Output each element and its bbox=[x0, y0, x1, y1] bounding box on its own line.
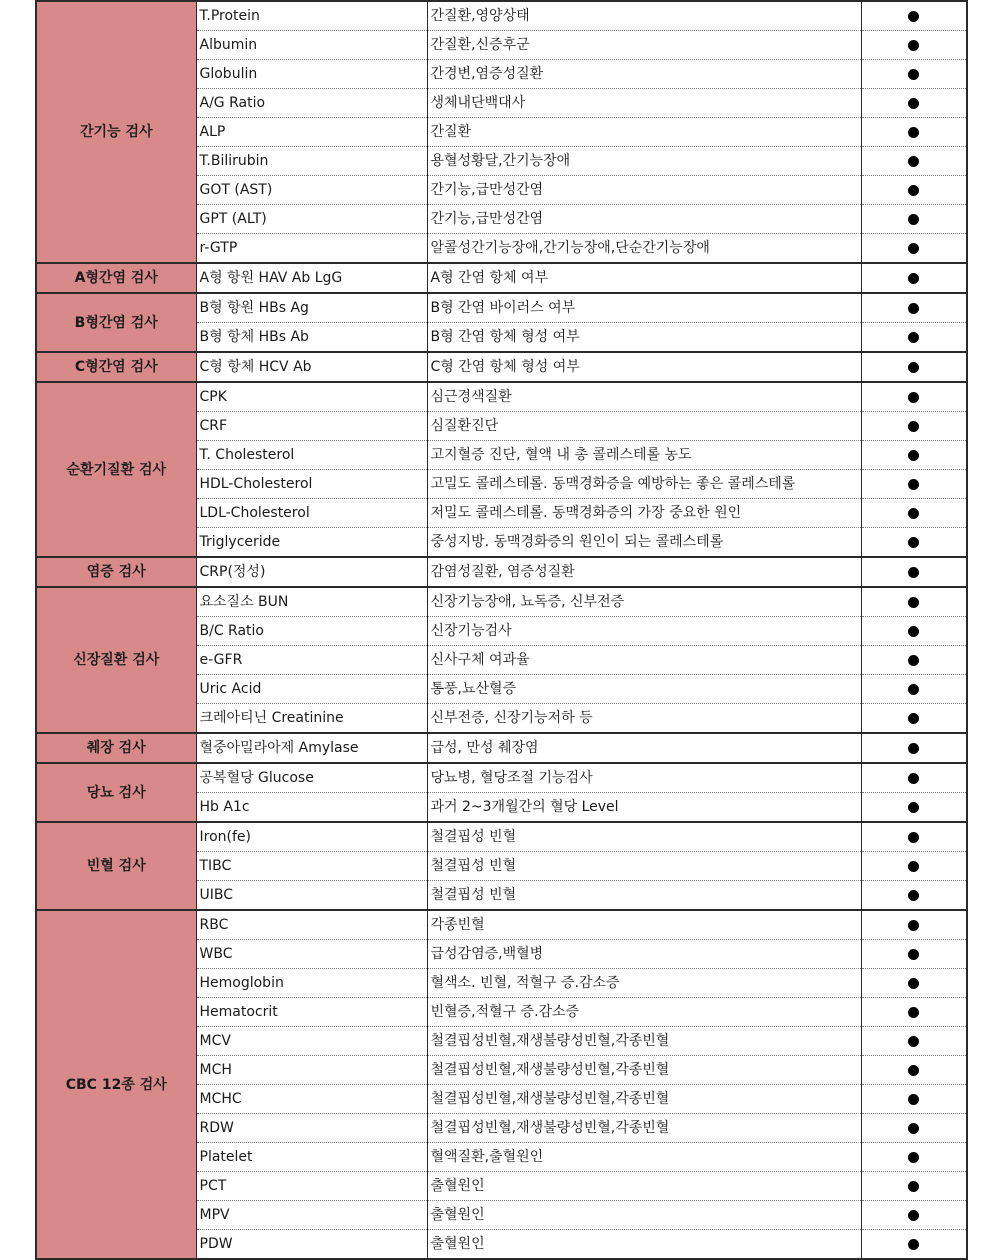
filled-circle-icon bbox=[908, 127, 919, 138]
test-description-cell: 신장기능장애, 뇨독증, 신부전증 bbox=[427, 587, 861, 617]
test-description-cell: 혈색소. 빈혈, 적혈구 증.감소증 bbox=[427, 969, 861, 998]
included-mark-cell bbox=[861, 147, 967, 176]
included-mark-cell bbox=[861, 470, 967, 499]
included-mark-cell bbox=[861, 646, 967, 675]
test-description-cell: 철결핍성빈혈,재생불량성빈혈,각종빈혈 bbox=[427, 1027, 861, 1056]
test-description-cell: 철결핍성 빈혈 bbox=[427, 881, 861, 911]
filled-circle-icon bbox=[908, 861, 919, 872]
test-description-cell: 간질환,영양상태 bbox=[427, 1, 861, 31]
filled-circle-icon bbox=[908, 890, 919, 901]
filled-circle-icon bbox=[908, 185, 919, 196]
included-mark-cell bbox=[861, 323, 967, 353]
test-item-cell: UIBC bbox=[196, 881, 427, 911]
test-item-cell: 공복혈당 Glucose bbox=[196, 763, 427, 793]
filled-circle-icon bbox=[908, 1123, 919, 1134]
category-cell: 췌장 검사 bbox=[36, 733, 196, 763]
included-mark-cell bbox=[861, 998, 967, 1027]
test-item-cell: MCH bbox=[196, 1056, 427, 1085]
test-description-cell: 저밀도 콜레스테롤. 동맥경화증의 가장 중요한 원인 bbox=[427, 499, 861, 528]
exam-table-body bbox=[36, 1, 967, 1259]
test-item-cell: GPT (ALT) bbox=[196, 205, 427, 234]
test-item-cell: MCHC bbox=[196, 1085, 427, 1114]
filled-circle-icon bbox=[908, 479, 919, 490]
test-item-cell: PDW bbox=[196, 1230, 427, 1260]
included-mark-cell bbox=[861, 733, 967, 763]
filled-circle-icon bbox=[908, 450, 919, 461]
test-item-cell: B/C Ratio bbox=[196, 617, 427, 646]
test-item-cell: CPK bbox=[196, 382, 427, 412]
included-mark-cell bbox=[861, 1027, 967, 1056]
test-description-cell: 출혈원인 bbox=[427, 1172, 861, 1201]
test-description-cell: 간기능,급만성간염 bbox=[427, 205, 861, 234]
test-description-cell: B형 간염 항체 형성 여부 bbox=[427, 323, 861, 353]
test-item-cell: MPV bbox=[196, 1201, 427, 1230]
filled-circle-icon bbox=[908, 392, 919, 403]
included-mark-cell bbox=[861, 528, 967, 558]
filled-circle-icon bbox=[908, 743, 919, 754]
included-mark-cell bbox=[861, 1143, 967, 1172]
included-mark-cell bbox=[861, 234, 967, 264]
category-cell: CBC 12종 검사 bbox=[36, 910, 196, 1259]
test-description-cell: 통풍,뇨산혈증 bbox=[427, 675, 861, 704]
test-description-cell: 심질환진단 bbox=[427, 412, 861, 441]
filled-circle-icon bbox=[908, 1094, 919, 1105]
test-item-cell: T.Protein bbox=[196, 1, 427, 31]
included-mark-cell bbox=[861, 1230, 967, 1260]
included-mark-cell bbox=[861, 587, 967, 617]
included-mark-cell bbox=[861, 382, 967, 412]
test-item-cell: Hemoglobin bbox=[196, 969, 427, 998]
test-item-cell: CRP(정성) bbox=[196, 557, 427, 587]
filled-circle-icon bbox=[908, 1210, 919, 1221]
table-row bbox=[36, 382, 967, 412]
included-mark-cell bbox=[861, 89, 967, 118]
filled-circle-icon bbox=[908, 684, 919, 695]
test-item-cell: Hb A1c bbox=[196, 793, 427, 823]
included-mark-cell bbox=[861, 557, 967, 587]
test-description-cell: 신장기능검사 bbox=[427, 617, 861, 646]
test-description-cell: 간경변,염증성질환 bbox=[427, 60, 861, 89]
test-description-cell: 고지혈증 진단, 혈액 내 총 콜레스테롤 농도 bbox=[427, 441, 861, 470]
included-mark-cell bbox=[861, 881, 967, 911]
exam-table bbox=[35, 0, 968, 1260]
included-mark-cell bbox=[861, 441, 967, 470]
test-item-cell: B형 항체 HBs Ab bbox=[196, 323, 427, 353]
category-cell: 순환기질환 검사 bbox=[36, 382, 196, 557]
test-description-cell: C형 간염 항체 형성 여부 bbox=[427, 352, 861, 382]
included-mark-cell bbox=[861, 176, 967, 205]
test-item-cell: 크레아티닌 Creatinine bbox=[196, 704, 427, 734]
test-description-cell: 당뇨병, 혈당조절 기능검사 bbox=[427, 763, 861, 793]
test-description-cell: 출혈원인 bbox=[427, 1201, 861, 1230]
filled-circle-icon bbox=[908, 508, 919, 519]
test-item-cell: GOT (AST) bbox=[196, 176, 427, 205]
table-row bbox=[36, 557, 967, 587]
included-mark-cell bbox=[861, 293, 967, 323]
test-description-cell: A형 간염 항체 여부 bbox=[427, 263, 861, 293]
test-item-cell: HDL-Cholesterol bbox=[196, 470, 427, 499]
test-description-cell: 철결핍성빈혈,재생불량성빈혈,각종빈혈 bbox=[427, 1114, 861, 1143]
test-description-cell: 철결핍성빈혈,재생불량성빈혈,각종빈혈 bbox=[427, 1085, 861, 1114]
test-item-cell: e-GFR bbox=[196, 646, 427, 675]
test-description-cell: 중성지방. 동맥경화증의 원인이 되는 콜레스테롤 bbox=[427, 528, 861, 558]
category-cell: 간기능 검사 bbox=[36, 1, 196, 263]
included-mark-cell bbox=[861, 910, 967, 940]
filled-circle-icon bbox=[908, 243, 919, 254]
filled-circle-icon bbox=[908, 802, 919, 813]
test-description-cell: 급성, 만성 췌장염 bbox=[427, 733, 861, 763]
test-item-cell: Platelet bbox=[196, 1143, 427, 1172]
test-item-cell: Hematocrit bbox=[196, 998, 427, 1027]
category-cell: C형간염 검사 bbox=[36, 352, 196, 382]
included-mark-cell bbox=[861, 118, 967, 147]
filled-circle-icon bbox=[908, 537, 919, 548]
filled-circle-icon bbox=[908, 273, 919, 284]
filled-circle-icon bbox=[908, 597, 919, 608]
test-description-cell: 용혈성황달,간기능장애 bbox=[427, 147, 861, 176]
filled-circle-icon bbox=[908, 567, 919, 578]
table-row bbox=[36, 1, 967, 31]
category-cell: 염증 검사 bbox=[36, 557, 196, 587]
filled-circle-icon bbox=[908, 11, 919, 22]
filled-circle-icon bbox=[908, 156, 919, 167]
test-description-cell: 급성감염증,백혈병 bbox=[427, 940, 861, 969]
included-mark-cell bbox=[861, 969, 967, 998]
test-description-cell: 신부전증, 신장기능저하 등 bbox=[427, 704, 861, 734]
included-mark-cell bbox=[861, 1201, 967, 1230]
included-mark-cell bbox=[861, 31, 967, 60]
filled-circle-icon bbox=[908, 1065, 919, 1076]
category-cell: 당뇨 검사 bbox=[36, 763, 196, 822]
filled-circle-icon bbox=[908, 98, 919, 109]
table-row bbox=[36, 822, 967, 852]
test-item-cell: Albumin bbox=[196, 31, 427, 60]
test-item-cell: WBC bbox=[196, 940, 427, 969]
test-description-cell: 간기능,급만성간염 bbox=[427, 176, 861, 205]
table-row bbox=[36, 352, 967, 382]
table-row bbox=[36, 910, 967, 940]
included-mark-cell bbox=[861, 412, 967, 441]
test-item-cell: Uric Acid bbox=[196, 675, 427, 704]
filled-circle-icon bbox=[908, 214, 919, 225]
exam-sheet bbox=[35, 0, 966, 1260]
test-item-cell: T. Cholesterol bbox=[196, 441, 427, 470]
test-item-cell: TIBC bbox=[196, 852, 427, 881]
test-description-cell: 심근경색질환 bbox=[427, 382, 861, 412]
test-description-cell: 철결핍성 빈혈 bbox=[427, 822, 861, 852]
filled-circle-icon bbox=[908, 1181, 919, 1192]
included-mark-cell bbox=[861, 852, 967, 881]
filled-circle-icon bbox=[908, 713, 919, 724]
test-item-cell: LDL-Cholesterol bbox=[196, 499, 427, 528]
included-mark-cell bbox=[861, 763, 967, 793]
test-item-cell: C형 항체 HCV Ab bbox=[196, 352, 427, 382]
filled-circle-icon bbox=[908, 303, 919, 314]
test-description-cell: 고밀도 콜레스테롤. 동맥경화증을 예방하는 좋은 콜레스테롤 bbox=[427, 470, 861, 499]
test-item-cell: PCT bbox=[196, 1172, 427, 1201]
test-description-cell: 과거 2~3개월간의 혈당 Level bbox=[427, 793, 861, 823]
filled-circle-icon bbox=[908, 626, 919, 637]
filled-circle-icon bbox=[908, 978, 919, 989]
category-cell: A형간염 검사 bbox=[36, 263, 196, 293]
included-mark-cell bbox=[861, 822, 967, 852]
test-description-cell: B형 간염 바이러스 여부 bbox=[427, 293, 861, 323]
category-cell: 신장질환 검사 bbox=[36, 587, 196, 733]
test-item-cell: Globulin bbox=[196, 60, 427, 89]
included-mark-cell bbox=[861, 1172, 967, 1201]
category-cell: 빈혈 검사 bbox=[36, 822, 196, 910]
test-description-cell: 빈혈증,적혈구 증.감소증 bbox=[427, 998, 861, 1027]
test-item-cell: Iron(fe) bbox=[196, 822, 427, 852]
included-mark-cell bbox=[861, 793, 967, 823]
table-row bbox=[36, 263, 967, 293]
filled-circle-icon bbox=[908, 332, 919, 343]
included-mark-cell bbox=[861, 940, 967, 969]
filled-circle-icon bbox=[908, 655, 919, 666]
category-cell: B형간염 검사 bbox=[36, 293, 196, 352]
test-description-cell: 생체내단백대사 bbox=[427, 89, 861, 118]
included-mark-cell bbox=[861, 617, 967, 646]
test-item-cell: A/G Ratio bbox=[196, 89, 427, 118]
test-description-cell: 알콜성간기능장애,간기능장애,단순간기능장애 bbox=[427, 234, 861, 264]
test-item-cell: 혈중아밀라아제 Amylase bbox=[196, 733, 427, 763]
test-item-cell: ALP bbox=[196, 118, 427, 147]
filled-circle-icon bbox=[908, 40, 919, 51]
test-item-cell: MCV bbox=[196, 1027, 427, 1056]
included-mark-cell bbox=[861, 263, 967, 293]
included-mark-cell bbox=[861, 675, 967, 704]
test-description-cell: 간질환,신증후군 bbox=[427, 31, 861, 60]
table-row bbox=[36, 733, 967, 763]
table-row bbox=[36, 587, 967, 617]
included-mark-cell bbox=[861, 499, 967, 528]
test-description-cell: 각종빈혈 bbox=[427, 910, 861, 940]
test-item-cell: B형 항원 HBs Ag bbox=[196, 293, 427, 323]
filled-circle-icon bbox=[908, 949, 919, 960]
test-description-cell: 철결핍성빈혈,재생불량성빈혈,각종빈혈 bbox=[427, 1056, 861, 1085]
filled-circle-icon bbox=[908, 362, 919, 373]
filled-circle-icon bbox=[908, 1007, 919, 1018]
included-mark-cell bbox=[861, 1085, 967, 1114]
test-item-cell: CRF bbox=[196, 412, 427, 441]
test-item-cell: A형 항원 HAV Ab LgG bbox=[196, 263, 427, 293]
filled-circle-icon bbox=[908, 1152, 919, 1163]
test-description-cell: 신사구체 여과율 bbox=[427, 646, 861, 675]
table-row bbox=[36, 763, 967, 793]
included-mark-cell bbox=[861, 1, 967, 31]
filled-circle-icon bbox=[908, 69, 919, 80]
test-description-cell: 철결핍성 빈혈 bbox=[427, 852, 861, 881]
filled-circle-icon bbox=[908, 421, 919, 432]
included-mark-cell bbox=[861, 704, 967, 734]
filled-circle-icon bbox=[908, 773, 919, 784]
test-description-cell: 간질환 bbox=[427, 118, 861, 147]
included-mark-cell bbox=[861, 1114, 967, 1143]
included-mark-cell bbox=[861, 205, 967, 234]
filled-circle-icon bbox=[908, 1239, 919, 1250]
test-description-cell: 감염성질환, 염증성질환 bbox=[427, 557, 861, 587]
filled-circle-icon bbox=[908, 920, 919, 931]
filled-circle-icon bbox=[908, 832, 919, 843]
test-item-cell: Triglyceride bbox=[196, 528, 427, 558]
test-item-cell: RDW bbox=[196, 1114, 427, 1143]
test-description-cell: 혈액질환,출혈원인 bbox=[427, 1143, 861, 1172]
test-item-cell: RBC bbox=[196, 910, 427, 940]
test-description-cell: 출혈원인 bbox=[427, 1230, 861, 1260]
table-row bbox=[36, 293, 967, 323]
included-mark-cell bbox=[861, 1056, 967, 1085]
test-item-cell: 요소질소 BUN bbox=[196, 587, 427, 617]
included-mark-cell bbox=[861, 352, 967, 382]
included-mark-cell bbox=[861, 60, 967, 89]
test-item-cell: r-GTP bbox=[196, 234, 427, 264]
filled-circle-icon bbox=[908, 1036, 919, 1047]
test-item-cell: T.Bilirubin bbox=[196, 147, 427, 176]
